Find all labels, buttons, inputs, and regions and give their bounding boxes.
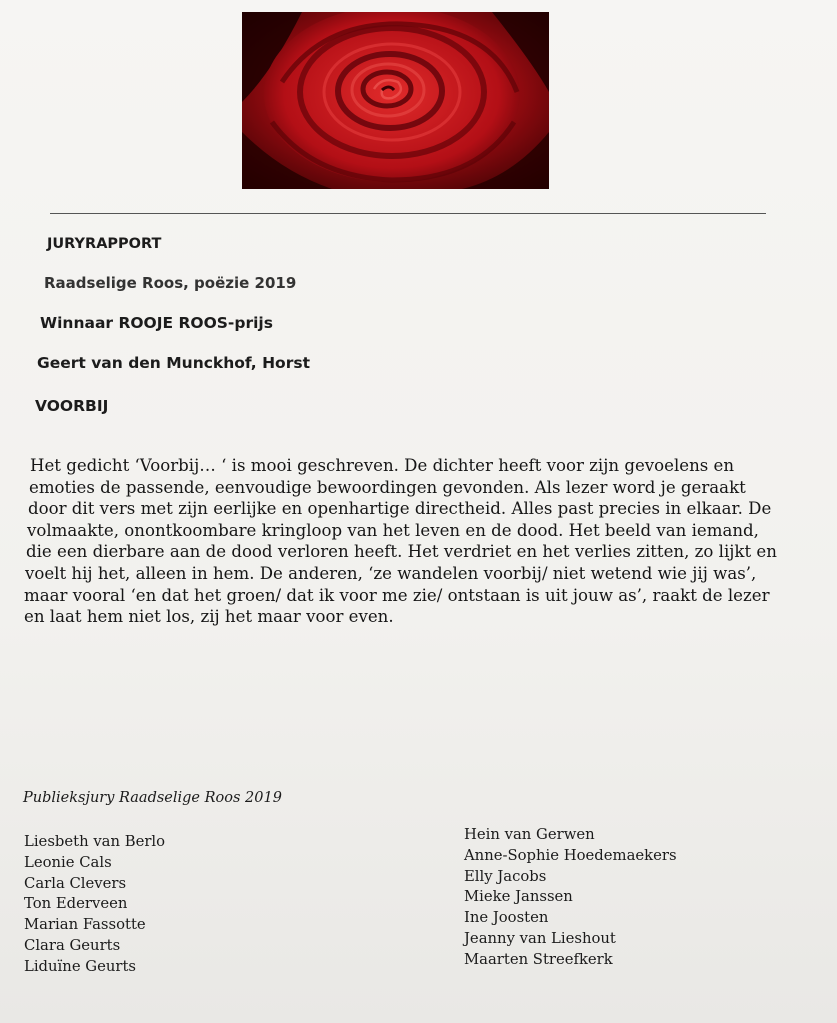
report-subtitle: Raadselige Roos, poëzie 2019 [44,274,297,292]
jury-member: Clara Geurts [24,936,121,954]
jury-list-right [464,825,677,971]
jury-member: Jeanny van Lieshout [464,929,616,947]
report-line: maar vooral ‘en dat het groen/ dat ik voor me zie/ ontstaan is uit jouw as’, raakt de lezer [24,585,770,605]
divider-line [50,213,766,214]
jury-member: Maarten Streefkerk [464,950,613,968]
jury-member: Ton Ederveen [24,895,128,913]
report-line: volmaakte, onontkoombare kringloop van het leven en de dood. Het beeld van iemand, [27,520,759,540]
jury-member: Liduïne Geurts [24,957,137,975]
jury-member: Marian Fassotte [24,916,146,934]
poem-title: VOORBIJ [35,397,109,415]
jury-member: Carla Clevers [24,874,127,892]
winner-name: Geert van den Munckhof, Horst [37,354,310,372]
jury-title: Publieksjury Raadselige Roos 2019 [23,790,282,806]
report-line: voelt hij het, alleen in hem. De anderen, ‘ze wandelen voorbij/ niet wetend wie jij was’, [25,563,757,583]
report-title: JURYRAPPORT [47,236,162,252]
report-line: die een dierbare aan de dood verloren heeft. Het verdriet en het verlies zitten, zo lijkt en [26,542,777,562]
report-line: door dit vers met zijn eerlijke en openhartige directheid. Alles past precies in elkaar. De [28,499,772,519]
jury-member: Elly Jacobs [464,867,547,885]
jury-member: Hein van Gerwen [464,826,595,843]
jury-member: Leonie Cals [24,853,112,871]
jury-member: Liesbeth van Berlo [24,833,166,850]
rose-image [242,12,549,189]
rose-icon [242,12,549,189]
report-line: emoties de passende, eenvoudige bewoordingen gevonden. Als lezer word je geraakt [29,477,746,497]
report-line: en laat hem niet los, zij het maar voor even. [24,607,394,627]
jury-list-left [24,832,165,978]
report-line: Het gedicht ‘Voorbij… ‘ is mooi geschreven. De dichter heeft voor zijn gevoelens en [30,456,735,475]
prize-name: Winnaar ROOJE ROOS-prijs [40,314,273,332]
report-body [24,455,814,628]
jury-member: Mieke Janssen [464,888,573,906]
jury-member: Anne-Sophie Hoedemaekers [464,846,677,864]
jury-member: Ine Joosten [464,909,549,927]
